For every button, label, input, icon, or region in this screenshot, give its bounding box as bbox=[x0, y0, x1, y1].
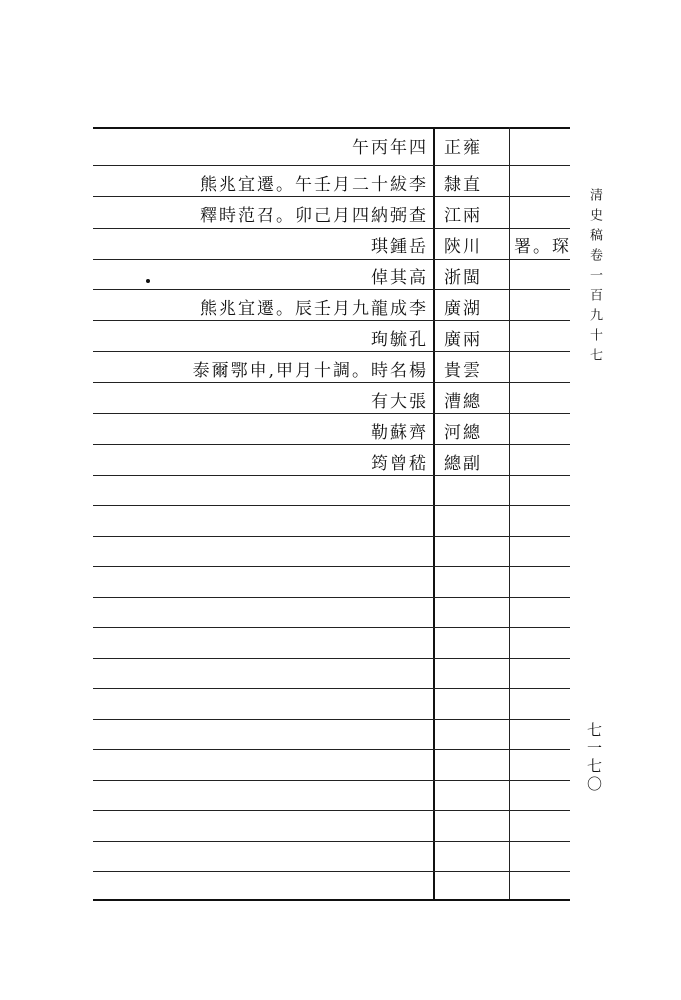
row-entries: 泰爾鄂申,甲月十調。時名楊 bbox=[192, 361, 428, 381]
row-divider bbox=[93, 165, 570, 166]
row-entries: 熊兆宜遷。午壬月二十紱李 bbox=[200, 175, 428, 195]
row-divider bbox=[93, 597, 570, 598]
table-bottom-border bbox=[93, 899, 570, 901]
row-divider bbox=[93, 444, 570, 445]
row-entries: 有大張 bbox=[371, 392, 428, 412]
row-divider bbox=[93, 841, 570, 842]
row-divider bbox=[93, 196, 570, 197]
row-divider bbox=[93, 228, 570, 229]
row-note: 署。琛 bbox=[514, 237, 571, 257]
note-column-divider bbox=[509, 127, 510, 900]
row-entries: 釋時范召。卯己月四納弼查 bbox=[200, 206, 428, 226]
row-divider bbox=[93, 810, 570, 811]
row-divider bbox=[93, 566, 570, 567]
row-office: 陝川 bbox=[444, 237, 482, 257]
row-divider bbox=[93, 382, 570, 383]
row-office: 貴雲 bbox=[444, 361, 482, 381]
row-entries: 熊兆宜遷。辰壬月九龍成李 bbox=[200, 299, 428, 319]
page-number: 七一七〇 bbox=[585, 722, 603, 794]
row-office: 浙閩 bbox=[444, 268, 482, 288]
header-year: 午丙年四 bbox=[352, 138, 428, 158]
row-divider bbox=[93, 475, 570, 476]
row-divider bbox=[93, 871, 570, 872]
row-office: 總副 bbox=[444, 454, 482, 474]
row-divider bbox=[93, 413, 570, 414]
row-entries: 勒蘇齊 bbox=[371, 423, 428, 443]
row-divider bbox=[93, 351, 570, 352]
row-divider bbox=[93, 719, 570, 720]
row-office: 河總 bbox=[444, 423, 482, 443]
row-office: 隸直 bbox=[444, 175, 482, 195]
row-entries: 筠曾嵇 bbox=[371, 454, 428, 474]
table-top-border bbox=[93, 127, 570, 129]
row-divider bbox=[93, 536, 570, 537]
row-divider bbox=[93, 289, 570, 290]
row-entries: 倬其高 bbox=[371, 268, 428, 288]
row-office: 廣湖 bbox=[444, 299, 482, 319]
row-divider bbox=[93, 320, 570, 321]
row-office: 廣兩 bbox=[444, 330, 482, 350]
row-divider bbox=[93, 259, 570, 260]
row-divider bbox=[93, 688, 570, 689]
ink-dot bbox=[146, 279, 150, 283]
row-divider bbox=[93, 627, 570, 628]
row-divider bbox=[93, 505, 570, 506]
book-title: 清史稿卷一百九十七 bbox=[587, 188, 602, 368]
office-column-divider bbox=[433, 127, 435, 900]
row-office: 漕總 bbox=[444, 392, 482, 412]
row-entries: 珣毓孔 bbox=[371, 330, 428, 350]
row-entries: 琪鍾岳 bbox=[371, 237, 428, 257]
row-divider bbox=[93, 780, 570, 781]
header-reign: 正雍 bbox=[444, 138, 482, 158]
row-office: 江兩 bbox=[444, 206, 482, 226]
row-divider bbox=[93, 658, 570, 659]
row-divider bbox=[93, 749, 570, 750]
